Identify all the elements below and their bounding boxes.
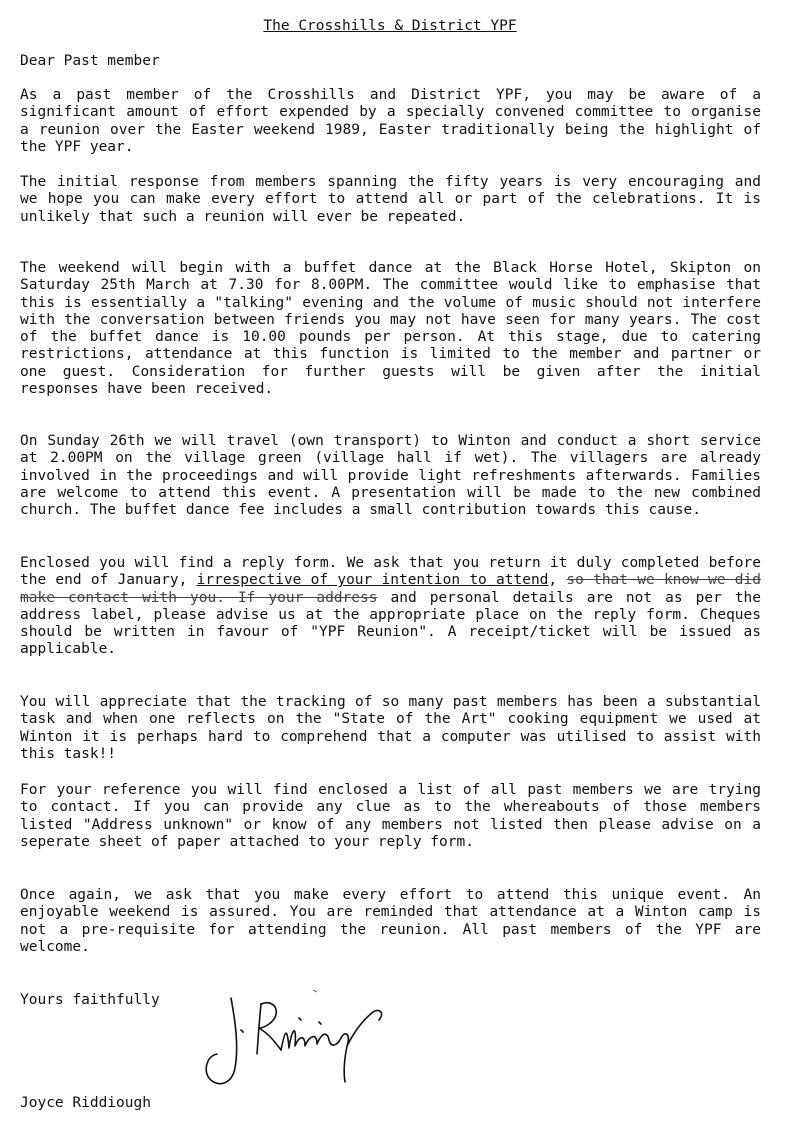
- paragraph-closing-appeal: Once again, we ask that you make every effort to attend this unique event. An enjoyable weekend is assured. You are reminded that attendance at a Winton camp is not a pre-requisite for attending the reunion. All past members of the YPF are welcome.: [20, 887, 761, 955]
- reply-form-text-start: Enclosed you will find a reply form. We ask that you return it duly completed before the end of January,: [20, 555, 761, 589]
- reply-form-text-end: and personal details are not as per the address label, please advise us at the appropriate place on the reply form. Cheques should be written in favour of "YPF Reunion". A receipt/ticket will be issued as applicable.: [20, 589, 762, 658]
- paragraph-response: The initial response from members spanning the fifty years is very encouraging and we hope you can make every effort to attend all or part of the celebrations. It is unlikely that such a reunion will ever be repeated.: [20, 174, 761, 225]
- letter-title: The Crosshills & District YPF: [263, 18, 517, 34]
- underlined-emphasis: irrespective of your intention to attend: [196, 572, 549, 589]
- handwritten-signature: [195, 990, 405, 1090]
- closing-phrase: Yours faithfully: [20, 992, 160, 1008]
- salutation: Dear Past member: [20, 53, 160, 69]
- paragraph-buffet-dance: The weekend will begin with a buffet dance at the Black Horse Hotel, Skipton on Saturday 25th March at 7.30 for 8.00PM. The committee would like to emphasise that this is essentially a "talking" evening and the volume of music should not interfere with the conversation between friends you may not have seen for many years. The cost of the buffet dance is 10.00 pounds per person. At this stage, due to catering restrictions, attendance at this function is limited to the member and partner or one guest. Consideration for further guests will be given after the initial responses have been received.: [20, 260, 761, 398]
- paragraph-sunday-service: On Sunday 26th we will travel (own transport) to Winton and conduct a short service at 2.00PM on the village green (village hall if wet). The villagers are already involved in the proceedings and will provide light refreshments afterwards. Families are welcome to attend this event. A presentation will be made to the new combined church. The buffet dance fee includes a small contribution towards this cause.: [20, 433, 761, 519]
- signer-name: Joyce Riddiough: [20, 1095, 151, 1111]
- comma: ,: [548, 572, 558, 589]
- paragraph-member-list: For your reference you will find enclosed a list of all past members we are trying to contact. If you can provide any clue as to the whereabouts of those members listed "Address unknown" or know of any members not listed then please advise on a seperate sheet of paper attached to your reply form.: [20, 782, 761, 850]
- struck-through-text: so that we know we did make contact with you. If your address: [20, 572, 761, 606]
- paragraph-intro: As a past member of the Crosshills and District YPF, you may be aware of a significant amount of effort expended by a specially convened committee to organise a reunion over the Easter weekend 1989, Easter traditionally being the highlight of the YPF year.: [20, 87, 761, 155]
- paragraph-reply-form: [20, 555, 761, 659]
- paragraph-tracking: You will appreciate that the tracking of so many past members has been a substantial task and when one reflects on the "State of the Art" cooking equipment we used at Winton it is perhaps hard to comprehend that a computer was utilised to assist with this task!!: [20, 694, 761, 762]
